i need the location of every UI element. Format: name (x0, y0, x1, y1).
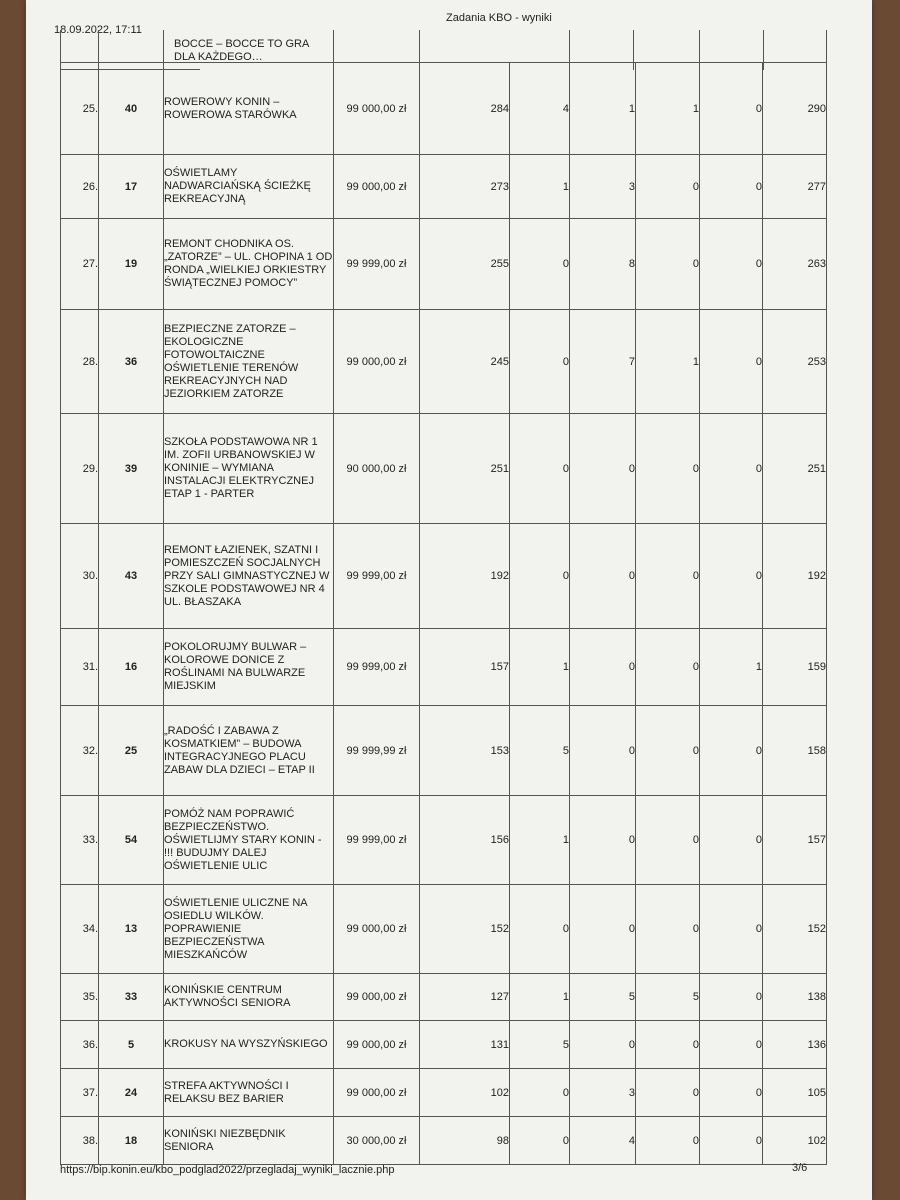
table-row (61, 1021, 827, 1069)
project-name: STREFA AKTYWNOŚCI I RELAKSU BEZ BARIER (164, 1069, 334, 1117)
project-name: OŚWIETLENIE ULICZNE NA OSIEDLU WILKÓW. POPRAWIENIE BEZPIECZEŃSTWA MIESZKAŃCÓW (164, 885, 334, 974)
project-number: 43 (99, 524, 164, 629)
votes-total: 263 (763, 219, 827, 310)
table-continuation-stubs (60, 1137, 826, 1149)
votes-col-1: 245 (420, 310, 510, 414)
votes-col-5: 0 (700, 310, 763, 414)
votes-total: 136 (763, 1021, 827, 1069)
votes-col-4: 0 (636, 1021, 700, 1069)
continued-row-name: BOCCE – BOCCE TO GRA DLA KAŻDEGO… (164, 30, 334, 70)
project-name: BEZPIECZNE ZATORZE – EKOLOGICZNE FOTOWOLTAICZNE OŚWIETLENIE TERENÓW REKREACYJNYCH NAD JEZIORKIEM ZATORZE (164, 310, 334, 414)
project-number: 25 (99, 706, 164, 796)
project-rank: 29. (61, 414, 99, 524)
votes-col-2: 1 (510, 974, 570, 1021)
votes-col-4: 0 (636, 1069, 700, 1117)
votes-col-2: 0 (510, 885, 570, 974)
project-rank: 26. (61, 155, 99, 219)
project-rank: 31. (61, 629, 99, 706)
votes-col-1: 102 (420, 1069, 510, 1117)
votes-total: 277 (763, 155, 827, 219)
votes-col-4: 0 (636, 1117, 700, 1165)
votes-col-1: 157 (420, 629, 510, 706)
votes-total: 290 (763, 63, 827, 155)
project-number: 13 (99, 885, 164, 974)
votes-col-1: 153 (420, 706, 510, 796)
votes-total: 251 (763, 414, 827, 524)
votes-col-3: 5 (570, 974, 636, 1021)
project-name: „RADOŚĆ I ZABAWA Z KOSMATKIEM” – BUDOWA INTEGRACYJNEGO PLACU ZABAW DLA DZIECI – ETAP II (164, 706, 334, 796)
votes-col-2: 1 (510, 155, 570, 219)
project-name: KONIŃSKIE CENTRUM AKTYWNOŚCI SENIORA (164, 974, 334, 1021)
project-number: 39 (99, 414, 164, 524)
table-row (61, 796, 827, 885)
votes-total: 138 (763, 974, 827, 1021)
project-rank: 36. (61, 1021, 99, 1069)
project-cost: 99 999,00 zł (334, 219, 420, 310)
project-number: 36 (99, 310, 164, 414)
votes-col-2: 1 (510, 796, 570, 885)
votes-col-4: 0 (636, 155, 700, 219)
votes-col-5: 0 (700, 885, 763, 974)
votes-total: 253 (763, 310, 827, 414)
project-number: 33 (99, 974, 164, 1021)
project-cost: 99 000,00 zł (334, 974, 420, 1021)
project-name: REMONT CHODNIKA OS. „ZATORZE” – UL. CHOPINA 1 OD RONDA „WIELKIEJ ORKIESTRY ŚWIĄTECZNEJ POMOCY” (164, 219, 334, 310)
project-number: 24 (99, 1069, 164, 1117)
document-title: Zadania KBO - wyniki (446, 12, 552, 24)
votes-col-5: 0 (700, 974, 763, 1021)
votes-col-2: 5 (510, 1021, 570, 1069)
project-cost: 99 999,99 zł (334, 706, 420, 796)
votes-col-3: 7 (570, 310, 636, 414)
project-rank: 38. (61, 1117, 99, 1165)
votes-col-5: 0 (700, 524, 763, 629)
votes-col-1: 131 (420, 1021, 510, 1069)
project-cost: 99 000,00 zł (334, 1069, 420, 1117)
results-table-body (61, 63, 827, 1165)
votes-col-5: 0 (700, 414, 763, 524)
project-name: ROWEROWY KONIN – ROWEROWA STARÓWKA (164, 63, 334, 155)
project-rank: 33. (61, 796, 99, 885)
project-number: 17 (99, 155, 164, 219)
table-row (61, 885, 827, 974)
votes-total: 158 (763, 706, 827, 796)
votes-col-4: 0 (636, 885, 700, 974)
votes-col-1: 127 (420, 974, 510, 1021)
votes-total: 159 (763, 629, 827, 706)
votes-col-3: 8 (570, 219, 636, 310)
votes-col-2: 5 (510, 706, 570, 796)
table-row (61, 524, 827, 629)
votes-col-5: 0 (700, 1069, 763, 1117)
votes-total: 157 (763, 796, 827, 885)
table-row (61, 155, 827, 219)
votes-col-3: 0 (570, 414, 636, 524)
votes-col-4: 1 (636, 310, 700, 414)
votes-col-2: 0 (510, 310, 570, 414)
project-rank: 27. (61, 219, 99, 310)
votes-col-2: 1 (510, 629, 570, 706)
votes-col-1: 273 (420, 155, 510, 219)
votes-col-5: 1 (700, 629, 763, 706)
project-cost: 99 000,00 zł (334, 155, 420, 219)
project-rank: 34. (61, 885, 99, 974)
table-row (61, 63, 827, 155)
votes-col-4: 0 (636, 629, 700, 706)
document-page (26, 0, 872, 1200)
votes-col-4: 0 (636, 219, 700, 310)
print-date: 18.09.2022, 17:11 (54, 24, 142, 36)
votes-total: 102 (763, 1117, 827, 1165)
votes-col-3: 3 (570, 1069, 636, 1117)
project-rank: 35. (61, 974, 99, 1021)
votes-total: 192 (763, 524, 827, 629)
votes-total: 105 (763, 1069, 827, 1117)
votes-col-4: 0 (636, 524, 700, 629)
project-number: 16 (99, 629, 164, 706)
votes-col-2: 4 (510, 63, 570, 155)
page-number: 3/6 (792, 1162, 808, 1174)
votes-col-3: 0 (570, 706, 636, 796)
table-row (61, 629, 827, 706)
votes-col-1: 98 (420, 1117, 510, 1165)
votes-col-3: 0 (570, 524, 636, 629)
votes-col-4: 0 (636, 414, 700, 524)
votes-col-1: 284 (420, 63, 510, 155)
table-row (61, 310, 827, 414)
votes-col-3: 1 (570, 63, 636, 155)
votes-col-4: 1 (636, 63, 700, 155)
votes-col-2: 0 (510, 219, 570, 310)
votes-col-3: 4 (570, 1117, 636, 1165)
project-cost: 30 000,00 zł (334, 1117, 420, 1165)
project-name: SZKOŁA PODSTAWOWA NR 1 IM. ZOFII URBANOWSKIEJ W KONINIE – WYMIANA INSTALACJI ELEKTRYCZNEJ ETAP 1 - PARTER (164, 414, 334, 524)
votes-col-5: 0 (700, 63, 763, 155)
votes-col-2: 0 (510, 524, 570, 629)
project-cost: 99 000,00 zł (334, 63, 420, 155)
votes-col-1: 152 (420, 885, 510, 974)
votes-col-2: 0 (510, 1069, 570, 1117)
project-rank: 28. (61, 310, 99, 414)
votes-col-2: 0 (510, 1117, 570, 1165)
project-number: 54 (99, 796, 164, 885)
votes-col-5: 0 (700, 1117, 763, 1165)
votes-col-3: 3 (570, 155, 636, 219)
votes-col-4: 5 (636, 974, 700, 1021)
votes-col-4: 0 (636, 706, 700, 796)
source-url: https://bip.konin.eu/kbo_podglad2022/przegladaj_wyniki_lacznie.php (60, 1164, 395, 1176)
project-number: 40 (99, 63, 164, 155)
votes-total: 152 (763, 885, 827, 974)
results-table (60, 62, 827, 1165)
votes-col-4: 0 (636, 796, 700, 885)
votes-col-3: 0 (570, 885, 636, 974)
project-name: POKOLORUJMY BULWAR – KOLOROWE DONICE Z ROŚLINAMI NA BULWARZE MIEJSKIM (164, 629, 334, 706)
project-cost: 99 999,00 zł (334, 629, 420, 706)
votes-col-5: 0 (700, 796, 763, 885)
project-rank: 37. (61, 1069, 99, 1117)
project-cost: 99 000,00 zł (334, 310, 420, 414)
project-cost: 99 000,00 zł (334, 885, 420, 974)
votes-col-1: 255 (420, 219, 510, 310)
table-row (61, 219, 827, 310)
project-rank: 30. (61, 524, 99, 629)
votes-col-1: 156 (420, 796, 510, 885)
project-rank: 25. (61, 63, 99, 155)
votes-col-5: 0 (700, 219, 763, 310)
project-name: KROKUSY NA WYSZYŃSKIEGO (164, 1021, 334, 1069)
table-row (61, 974, 827, 1021)
votes-col-3: 0 (570, 1021, 636, 1069)
project-number: 5 (99, 1021, 164, 1069)
votes-col-2: 0 (510, 414, 570, 524)
table-row (61, 1069, 827, 1117)
project-cost: 99 999,00 zł (334, 796, 420, 885)
votes-col-5: 0 (700, 155, 763, 219)
project-cost: 90 000,00 zł (334, 414, 420, 524)
project-cost: 99 999,00 zł (334, 524, 420, 629)
project-name: POMÓŻ NAM POPRAWIĆ BEZPIECZEŃSTWO. OŚWIETLIJMY STARY KONIN - !!! BUDUJMY DALEJ OŚWIETLENIE ULIC (164, 796, 334, 885)
project-number: 19 (99, 219, 164, 310)
table-row (61, 414, 827, 524)
project-number: 18 (99, 1117, 164, 1165)
votes-col-3: 0 (570, 796, 636, 885)
votes-col-1: 192 (420, 524, 510, 629)
project-name: OŚWIETLAMY NADWARCIAŃSKĄ ŚCIEŻKĘ REKREACYJNĄ (164, 155, 334, 219)
project-cost: 99 000,00 zł (334, 1021, 420, 1069)
project-name: KONIŃSKI NIEZBĘDNIK SENIORA (164, 1117, 334, 1165)
votes-col-5: 0 (700, 1021, 763, 1069)
votes-col-3: 0 (570, 629, 636, 706)
project-name: REMONT ŁAZIENEK, SZATNI I POMIESZCZEŃ SOCJALNYCH PRZY SALI GIMNASTYCZNEJ W SZKOLE PODSTAWOWEJ NR 4 UL. BŁASZAKA (164, 524, 334, 629)
votes-col-5: 0 (700, 706, 763, 796)
table-row (61, 706, 827, 796)
votes-col-1: 251 (420, 414, 510, 524)
project-rank: 32. (61, 706, 99, 796)
